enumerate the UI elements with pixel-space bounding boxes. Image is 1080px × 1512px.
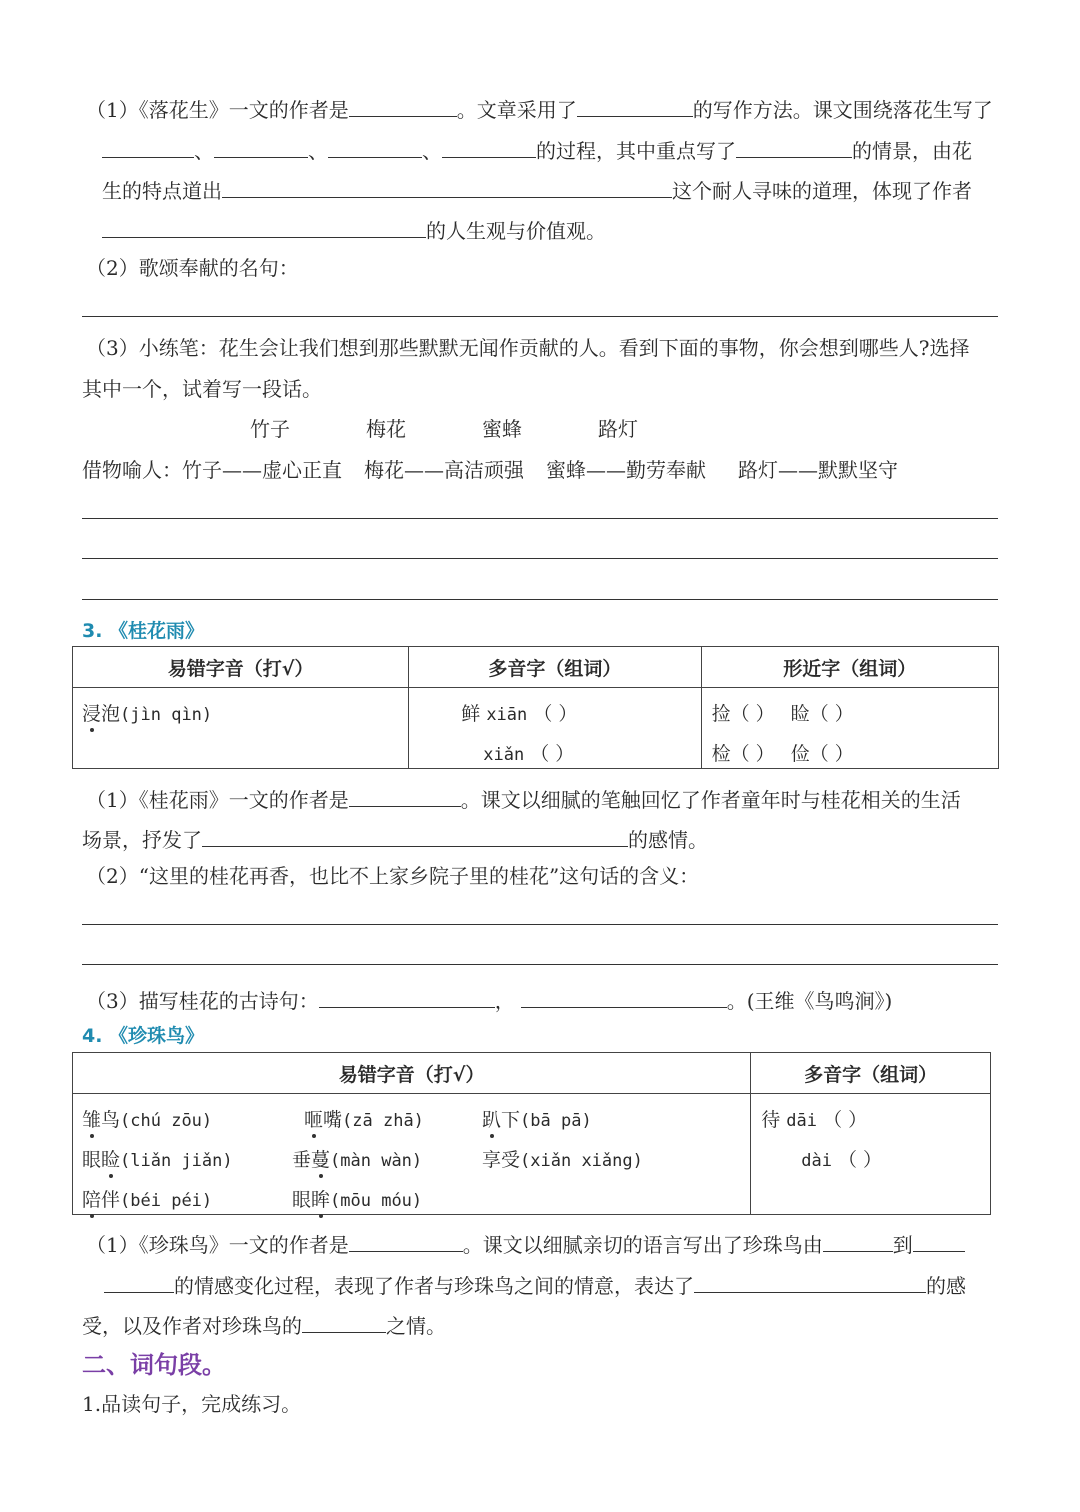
answer-paren[interactable]: （ ） (730, 743, 775, 765)
text: 。课文以细腻亲切的语言写出了珍珠鸟由 (462, 1233, 823, 1257)
word-item[interactable] (482, 1148, 643, 1173)
text: 的情感变化过程，表现了作者与珍珠鸟之间的情意，表达了 (174, 1274, 694, 1298)
blank-to[interactable] (104, 1270, 174, 1293)
pinyin: xiǎn (483, 745, 525, 765)
blank-focus[interactable] (736, 135, 852, 158)
word-item[interactable] (292, 1188, 422, 1213)
text: （3）描写桂花的古诗句： (86, 989, 319, 1013)
analogy-item: 路灯——默默坚守 (738, 458, 898, 482)
text: 、 (422, 139, 442, 163)
dotted-char: 睑 (101, 1149, 121, 1171)
char: 鲜 (461, 703, 481, 725)
answer-line[interactable] (82, 964, 998, 965)
answer-line[interactable] (82, 558, 998, 559)
answer-paren[interactable]: （ ） (823, 1109, 868, 1131)
text: 。课文以细腻的笔触回忆了作者童年时与桂花相关的生活 (460, 788, 961, 812)
part2-q1: 1.品读句子，完成练习。 (82, 1392, 302, 1416)
blank-values[interactable] (102, 215, 426, 238)
char: 眼 (82, 1149, 102, 1171)
table-cell (73, 688, 409, 769)
luohuasheng-q1-line1 (86, 94, 993, 122)
blank-express[interactable] (694, 1270, 926, 1293)
table-header: 易错字音（打√） (73, 1053, 751, 1094)
table-header: 形近字（组词） (701, 647, 998, 688)
polyphone-row (801, 1148, 882, 1173)
char: 眼 (292, 1189, 312, 1211)
text: 的写作方法。课文围绕落花生写了 (692, 98, 993, 122)
pinyin: xiān (486, 705, 528, 725)
char: 待 (761, 1109, 781, 1131)
section-heading-zhenzhuniao: 4. 《珍珠鸟》 (82, 1025, 205, 1047)
guihuayu-q3 (86, 985, 892, 1013)
char: 嘴 (323, 1109, 343, 1131)
table-header: 多音字（组词） (751, 1053, 991, 1094)
text: 、 (194, 139, 214, 163)
analogy-item: 梅花——高洁顽强 (364, 458, 524, 482)
table-cell (751, 1094, 991, 1215)
blank-step1[interactable] (102, 135, 194, 158)
pinyin: dài (801, 1151, 832, 1171)
word-item[interactable] (482, 1108, 592, 1133)
answer-paren[interactable]: （ ） (838, 1149, 883, 1171)
blank-attitude[interactable] (302, 1310, 386, 1333)
similar-row (712, 702, 854, 726)
char: 鸟 (101, 1109, 121, 1131)
analogy-label: 借物喻人： (82, 458, 182, 482)
char: 享 (482, 1149, 502, 1171)
pinyin: dāi (786, 1111, 818, 1131)
char: 受 (501, 1149, 521, 1171)
blank-poem2[interactable] (521, 985, 727, 1008)
table-header: 易错字音（打√） (73, 647, 409, 688)
item-plum: 梅花 (366, 417, 406, 441)
blank-step3[interactable] (328, 135, 422, 158)
pinyin-options: (mōu móu) (330, 1191, 423, 1211)
guihuayu-q2: （2）“这里的桂花再香，也比不上家乡院子里的桂花”这句话的含义： (86, 864, 700, 888)
blank-lesson[interactable] (222, 175, 672, 198)
char: 伴 (101, 1189, 121, 1211)
word-item[interactable] (82, 1188, 212, 1213)
text: （1）《桂花雨》一文的作者是 (86, 788, 349, 812)
dotted-char: 浸 (82, 703, 102, 725)
item-bamboo: 竹子 (250, 417, 290, 441)
blank-author[interactable] (349, 784, 461, 807)
pinyin-options: (màn wàn) (330, 1151, 423, 1171)
analogy-item: 竹子——虚心正直 (182, 458, 342, 482)
pinyin-options: (liǎn jiǎn) (120, 1151, 233, 1171)
char: 捡 (711, 703, 731, 725)
text: 。(王维《鸟鸣涧》) (726, 989, 893, 1013)
text: 受，以及作者对珍珠鸟的 (82, 1314, 302, 1338)
char: 垂 (292, 1149, 312, 1171)
luohuasheng-q1-line2 (102, 135, 972, 163)
answer-paren[interactable]: （ ） (809, 703, 854, 725)
answer-line[interactable] (82, 599, 998, 600)
text: （1）《落花生》一文的作者是 (86, 98, 349, 122)
item-bee: 蜜蜂 (482, 417, 522, 441)
pinyin-options: (xiǎn xiǎng) (520, 1151, 643, 1171)
text: （1）《珍珠鸟》一文的作者是 (86, 1233, 349, 1257)
blank-step2[interactable] (214, 135, 308, 158)
text: 。文章采用了 (456, 98, 577, 122)
guihuayu-q1-line1 (86, 784, 961, 812)
dotted-char: 蔓 (311, 1149, 331, 1171)
guihuayu-q1-line2 (82, 824, 708, 852)
text: 的人生观与价值观。 (426, 219, 606, 243)
dotted-char: 眸 (311, 1189, 331, 1211)
zhenzhuniao-q1-line2 (104, 1270, 966, 1298)
word-item[interactable] (82, 702, 212, 727)
polyphone-row (483, 742, 574, 767)
zhenzhuniao-table (72, 1052, 991, 1215)
blank-to-start[interactable] (913, 1229, 965, 1252)
char: 睑 (790, 703, 810, 725)
blank-step4[interactable] (442, 135, 536, 158)
char: 下 (501, 1109, 521, 1131)
text: 这个耐人寻味的道理，体现了作者 (672, 179, 972, 203)
zhenzhuniao-q1-line1 (86, 1229, 965, 1257)
word-item[interactable] (292, 1148, 422, 1173)
guihuayu-table (72, 646, 999, 769)
text: 的感情。 (628, 828, 708, 852)
answer-line[interactable] (82, 924, 998, 925)
text: 的情景，由花 (852, 139, 972, 163)
pinyin-options: (bā pā) (520, 1111, 592, 1131)
word-item[interactable] (82, 1148, 233, 1173)
blank-author[interactable] (349, 1229, 463, 1252)
part2-heading: 二、词句段。 (82, 1351, 226, 1379)
char: 俭 (790, 743, 810, 765)
dotted-char: 雏 (82, 1109, 102, 1131)
char: 检 (711, 743, 731, 765)
dotted-char: 趴 (482, 1109, 502, 1131)
pinyin-options: (zā zhā) (342, 1111, 424, 1131)
blank-feeling[interactable] (202, 824, 628, 847)
luohuasheng-q1-line4 (102, 215, 606, 243)
answer-line[interactable] (82, 316, 998, 317)
analogy-item: 蜜蜂——勤劳奉献 (546, 458, 706, 482)
dotted-char: 咂 (304, 1109, 324, 1131)
answer-paren[interactable]: （ ） (533, 703, 578, 725)
text: 生的特点道出 (102, 179, 222, 203)
text: 之情。 (386, 1314, 446, 1338)
luohuasheng-q1-line3 (102, 175, 972, 203)
answer-paren[interactable]: （ ） (730, 703, 775, 725)
table-cell (409, 688, 701, 769)
dotted-char: 陪 (82, 1189, 102, 1211)
answer-line[interactable] (82, 518, 998, 519)
answer-paren[interactable]: （ ） (530, 743, 575, 765)
polyphone-row (761, 1108, 867, 1133)
blank-author[interactable] (349, 94, 457, 117)
similar-row (712, 742, 854, 766)
text: 场景，抒发了 (82, 828, 202, 852)
word-item[interactable] (304, 1108, 424, 1133)
word-item[interactable] (82, 1108, 212, 1133)
table-cell (701, 688, 998, 769)
blank-method[interactable] (577, 94, 693, 117)
table-header: 多音字（组词） (409, 647, 701, 688)
pinyin-options: (chú zōu) (120, 1111, 213, 1131)
table-cell (73, 1094, 751, 1215)
text: 的感 (926, 1274, 966, 1298)
polyphone-row (461, 702, 577, 727)
answer-paren[interactable]: （ ） (809, 743, 854, 765)
luohuasheng-q2: （2）歌颂奉献的名句： (86, 256, 299, 280)
text: 、 (308, 139, 328, 163)
luohuasheng-q3-line2: 其中一个，试着写一段话。 (82, 377, 322, 401)
blank-from[interactable] (823, 1229, 893, 1252)
zhenzhuniao-q1-line3 (82, 1310, 446, 1338)
pinyin-options: (jìn qìn) (120, 705, 213, 725)
item-streetlamp: 路灯 (598, 417, 638, 441)
pinyin-options: (béi péi) (120, 1191, 213, 1211)
text: ， (494, 989, 515, 1013)
blank-poem1[interactable] (319, 985, 495, 1008)
section-heading-guihuayu: 3. 《桂花雨》 (82, 620, 205, 642)
text: 的过程，其中重点写了 (536, 139, 736, 163)
text: 到 (892, 1233, 913, 1257)
luohuasheng-q3-line1: （3）小练笔：花生会让我们想到那些默默无闻作贡献的人。看到下面的事物，你会想到哪些人?选择 (86, 336, 970, 360)
char: 泡 (101, 703, 121, 725)
analogy-row (82, 458, 898, 482)
